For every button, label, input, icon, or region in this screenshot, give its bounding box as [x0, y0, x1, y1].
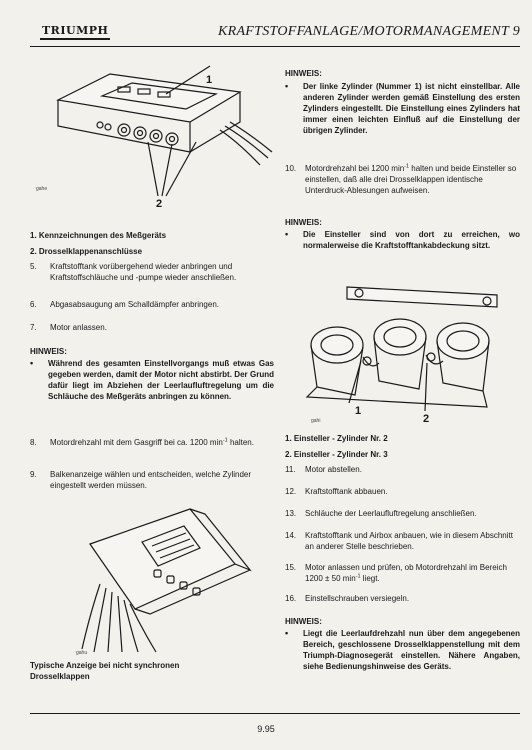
step-6: 6. Abgasabsaugung am Schalldämpfer anbringen.	[30, 300, 220, 309]
footer-rule	[30, 713, 520, 714]
step-9: 9. Balkenanzeige wählen und entscheiden, welche Zylinder eingestellt werden müssen.	[30, 470, 252, 490]
caption-item-1: 1. Kennzeichnungen des Meßgeräts	[30, 231, 167, 240]
note-idle-speed: • Liegt die Leerlaufdrehzahl nun über dem angegebenen Bereich, geschlossene Drosselklappenstellung mit dem Triumph-Diagnosegerät einstellen. Nähere Angaben, siehe Bedienungshinweise des Geräts.	[285, 628, 520, 671]
caption-adjuster-1: 1. Einsteller - Zylinder Nr. 2	[285, 434, 388, 443]
step-13: 13. Schläuche der Leerlaufluftregelung anschließen.	[285, 509, 477, 518]
chapter-title: KRAFTSTOFFANLAGE/MOTORMANAGEMENT 9	[217, 24, 520, 39]
note3-heading: HINWEIS:	[285, 617, 322, 626]
brand-logo: TRIUMPH	[40, 24, 110, 40]
throttle-bodies-illustration	[287, 275, 517, 425]
step-8: 8. Motordrehzahl mit dem Gasgriff bei ca. 1200 $\min^{-1}$ halten.	[30, 437, 254, 447]
note-heading: HINWEIS:	[30, 347, 67, 356]
fig1-callout-1: 1	[206, 74, 213, 86]
step-5: 5. Kraftstofftank vorübergehend wieder anbringen und Kraftstoffschläuche und -pumpe wieder anschließen.	[30, 262, 237, 282]
fig2-caption-line-2: Drosselklappen	[30, 672, 90, 681]
device-display-illustration	[60, 504, 260, 654]
fig3-code: gahi	[311, 418, 321, 424]
fig3-callout-1: 1	[355, 405, 362, 417]
fig2-code: gahu	[76, 650, 88, 656]
note1-heading: HINWEIS:	[285, 69, 322, 78]
caption-item-2: 2. Drosselklappenanschlüsse	[30, 247, 143, 256]
note-adjuster-access: • Die Einsteller sind von dort zu erreichen, wo normalerweise die Kraftstofftankabdeckung sitzt.	[285, 229, 520, 250]
page-number: 9.95	[257, 724, 275, 734]
note-throttle: • Während des gesamten Einstellvorgangs muß etwas Gas gegeben werden, damit der Motor nicht abstirbt. Der Grund dafür liegt im Abziehen der Leerlaufluftregelung um die Schläuche des Meßgeräts anbringen zu können.	[30, 358, 274, 401]
note2-heading: HINWEIS:	[285, 218, 322, 227]
step-7: 7. Motor anlassen.	[30, 323, 107, 332]
fig2-caption-line-1: Typische Anzeige bei nicht synchronen	[30, 661, 180, 670]
step-11: 11. Motor abstellen.	[285, 465, 362, 474]
fig1-code: gahe	[36, 186, 48, 192]
step-16: 16. Einstellschrauben versiegeln.	[285, 594, 410, 603]
note-left-cylinder: • Der linke Zylinder (Nummer 1) ist nicht einstellbar. Alle anderen Zylinder werden gemäß Einstellung des ersten Zylinders eingestellt. Die Einstellung eines Zylinders hat immer einen leichten Einfluß auf die Einstellung der übrigen Zylinder.	[285, 81, 520, 135]
measuring-device-illustration	[40, 30, 280, 215]
step-15: 15. Motor anlassen und prüfen, ob Motordrehzahl im Bereich 1200 ± 50 $\min^{-1}$ liegt.	[285, 563, 507, 583]
step-14: 14. Kraftstofftank und Airbox anbauen, wie in diesem Abschnitt an anderer Stelle beschrieben.	[285, 531, 513, 551]
fig1-callout-2: 2	[156, 198, 163, 210]
step-10: 10. Motordrehzahl bei 1200 $\min^{-1}$ halten und beide Einsteller so einstellen, daß alle drei Drosselklappen identische Unterdruck-Ablesungen aufweisen.	[285, 163, 517, 195]
fig3-callout-2: 2	[423, 413, 430, 425]
step-12: 12. Kraftstofftank abbauen.	[285, 487, 388, 496]
caption-adjuster-2: 2. Einsteller - Zylinder Nr. 3	[285, 450, 388, 459]
